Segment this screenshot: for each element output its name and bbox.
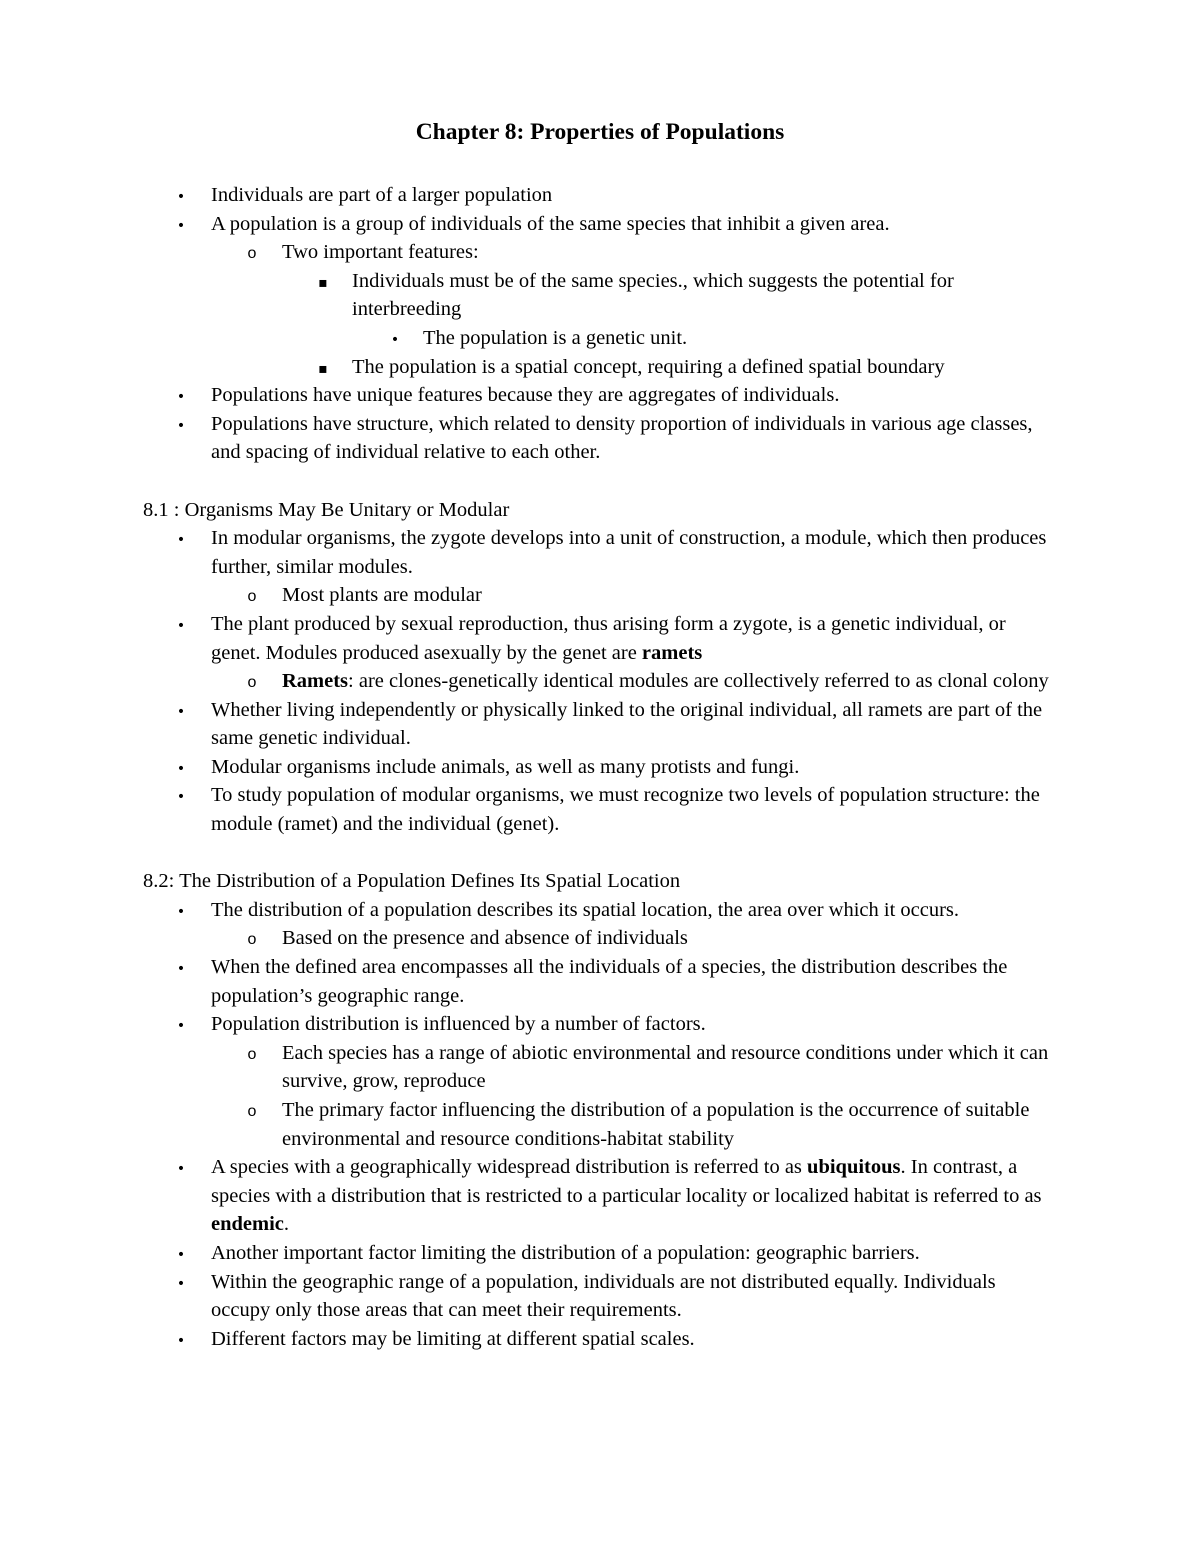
bullet-icon <box>171 524 191 555</box>
circle-bullet-icon <box>242 238 262 269</box>
bullet-icon <box>171 1010 191 1041</box>
bullet-icon <box>171 953 191 984</box>
bullet-icon <box>171 1325 191 1356</box>
bullet-icon <box>171 753 191 784</box>
section-heading-8-2: 8.2: The Distribution of a Population Defines Its Spatial Location <box>143 870 681 893</box>
document-body <box>143 181 1058 1353</box>
list-item: o Two important features: <box>143 238 1058 267</box>
circle-bullet-icon <box>242 1096 262 1127</box>
list-item: ▪ The population is a spatial concept, requiring a defined spatial boundary <box>143 353 1058 382</box>
square-bullet-icon <box>313 267 333 298</box>
list-item: • Populations have structure, which related to density proportion of individuals in various age classes, and spacing of individual relative to each other. <box>143 410 1058 467</box>
list-item: o The primary factor influencing the distribution of a population is the occurrence of suitable environmental and resource conditions-habitat stability <box>143 1096 1058 1153</box>
bullet-icon <box>171 210 191 241</box>
list-item: • Another important factor limiting the distribution of a population: geographic barriers. <box>143 1239 1058 1268</box>
bullet-icon <box>171 1153 191 1184</box>
list-item: o Based on the presence and absence of individuals <box>143 924 1058 953</box>
list-item: • The distribution of a population describes its spatial location, the area over which it occurs. <box>143 896 1058 925</box>
intro-list <box>143 181 1058 467</box>
bullet-icon <box>171 610 191 641</box>
bullet-icon <box>171 696 191 727</box>
bullet-icon <box>171 410 191 441</box>
list-item: • Individuals are part of a larger population <box>143 181 1058 210</box>
list-item: o Most plants are modular <box>143 581 1058 610</box>
list-item: • The population is a genetic unit. <box>143 324 1058 353</box>
bullet-icon <box>171 181 191 212</box>
list-item: • A species with a geographically widespread distribution is referred to as ubiquitous. In contrast, a species with a distribution that is restricted to a particular locality or localized habitat is referred to as endemic. <box>143 1153 1058 1239</box>
section-8-2-list <box>143 896 1058 1354</box>
list-item: • A population is a group of individuals of the same species that inhibit a given area. <box>143 210 1058 239</box>
section-8-1-list <box>143 524 1058 839</box>
list-item: • Populations have unique features because they are aggregates of individuals. <box>143 381 1058 410</box>
list-item: • The plant produced by sexual reproduction, thus arising form a zygote, is a genetic individual, or genet. Modules produced asexually by the genet are ramets <box>143 610 1058 667</box>
bullet-icon <box>171 896 191 927</box>
list-item: • Modular organisms include animals, as well as many protists and fungi. <box>143 753 1058 782</box>
bullet-icon <box>171 781 191 812</box>
section-heading-8-1: 8.1 : Organisms May Be Unitary or Modular <box>143 498 510 521</box>
list-item: • In modular organisms, the zygote develops into a unit of construction, a module, which then produces further, similar modules. <box>143 524 1058 581</box>
circle-bullet-icon <box>242 581 262 612</box>
term-ubiquitous: ubiquitous <box>807 1156 901 1179</box>
bullet-icon <box>385 324 405 355</box>
term-ramets: Ramets <box>282 670 349 693</box>
term-endemic: endemic <box>211 1213 284 1236</box>
list-item: • To study population of modular organisms, we must recognize two levels of population structure: the module (ramet) and the individual (genet). <box>143 781 1058 838</box>
list-item: o Each species has a range of abiotic environmental and resource conditions under which it can survive, grow, reproduce <box>143 1039 1058 1096</box>
bullet-icon <box>171 381 191 412</box>
bullet-icon <box>171 1268 191 1299</box>
list-item: • Population distribution is influenced by a number of factors. <box>143 1010 1058 1039</box>
list-item: ▪ Individuals must be of the same species., which suggests the potential for interbreeding <box>143 267 1058 324</box>
circle-bullet-icon <box>242 667 262 698</box>
list-item: • Within the geographic range of a population, individuals are not distributed equally. Individuals occupy only those areas that can meet their requirements. <box>143 1268 1058 1325</box>
list-item: • When the defined area encompasses all the individuals of a species, the distribution describes the population’s geographic range. <box>143 953 1058 1010</box>
list-item: o Ramets: are clones-genetically identical modules are collectively referred to as clonal colony <box>143 667 1058 696</box>
list-item: • Whether living independently or physically linked to the original individual, all ramets are part of the same genetic individual. <box>143 696 1058 753</box>
square-bullet-icon <box>313 353 333 384</box>
page-title: Chapter 8: Properties of Populations <box>415 119 785 145</box>
circle-bullet-icon <box>242 924 262 955</box>
bullet-icon <box>171 1239 191 1270</box>
circle-bullet-icon <box>242 1039 262 1070</box>
term-ramets: ramets <box>641 641 703 664</box>
list-item: • Different factors may be limiting at different spatial scales. <box>143 1325 1058 1354</box>
